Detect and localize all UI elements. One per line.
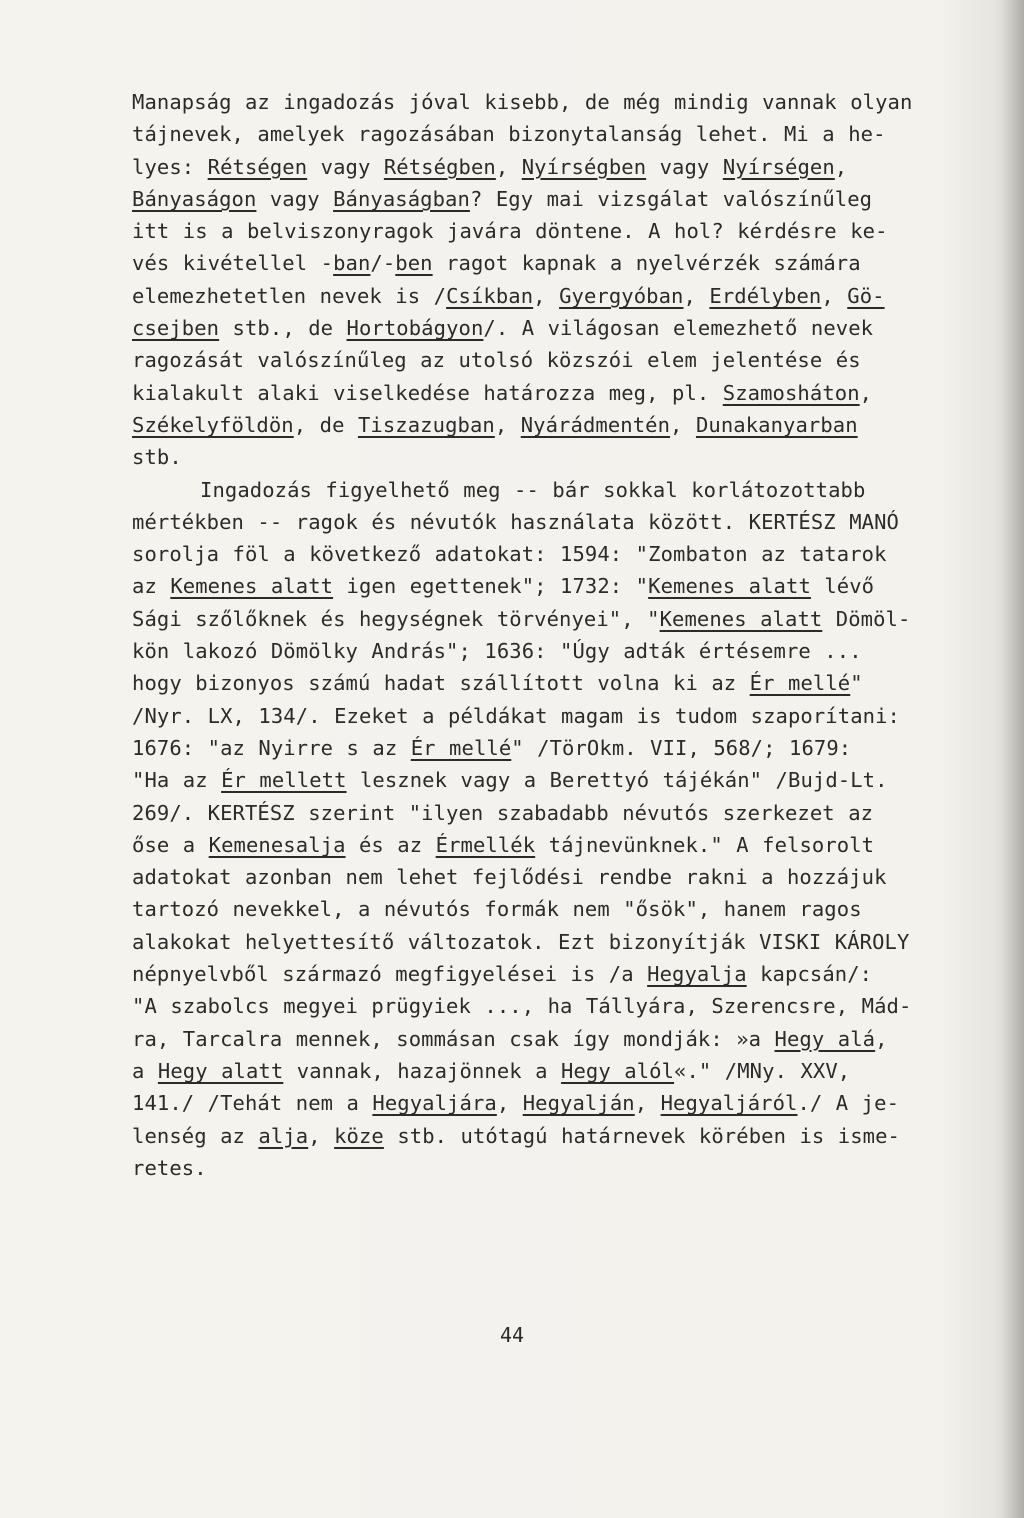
text-segment: ragot kapnak a nyelvérzék számára [432,251,861,276]
text-line [132,1023,952,1055]
text-segment: lyes: [132,154,208,179]
text-segment: stb. utótagú határnevek körében is isme- [383,1123,900,1148]
text-line [132,1152,952,1184]
text-segment: /Nyr. LX, 134/. Ezeket a példákat magam is tudom szaporítani: [132,703,900,728]
text-line [132,1055,952,1087]
text-segment: adatokat azonban nem lehet fejlődési rendbe rakni a hozzájuk [132,865,887,890]
text-line [132,732,952,764]
underlined-place-name: Hegy alatt [157,1058,284,1083]
text-line [132,990,952,1022]
text-segment: a [132,1058,158,1083]
underlined-place-name: Hegyaljára [372,1091,497,1116]
underlined-place-name: Ér mellé [410,735,512,760]
underlined-place-name: Kemenes alatt [659,606,823,631]
text-segment: " [850,671,863,696]
text-line [132,377,952,409]
text-segment: , [634,1091,661,1116]
text-line [132,474,952,506]
text-line [132,893,952,925]
text-line [132,861,952,893]
text-segment: vagy [256,186,334,211]
text-segment: sorolja föl a következő adatokat: 1594: "Zombaton az tatarok [132,542,887,567]
underlined-place-name: Rétségben [383,154,496,179]
text-segment: vannak, hazajönnek a [283,1058,562,1083]
text-segment: , [670,412,696,437]
text-segment: 269/. KERTÉSZ szerint "ilyen szabadabb névutós szerkezet az [132,800,874,825]
text-segment: és az [345,832,436,857]
text-line [132,829,952,861]
underlined-place-name: Székelyföldön [132,412,294,437]
text-segment: , [683,283,710,308]
text-segment: őse a [132,832,209,857]
text-line [132,1087,952,1119]
underlined-place-name: Kemenes alatt [648,574,811,599]
text-segment: "A szabolcs megyei prügyiek ..., ha Tállyára, Szerencsre, Mád- [132,994,912,1019]
text-line [132,506,952,538]
underlined-place-name: Hortobágyon [346,316,484,341]
text-line [132,280,952,312]
text-segment: népnyelvből származó megfigyelései is /a [132,962,648,987]
text-segment: Sági szőlőknek és hegységnek törvényei", " [132,606,660,631]
underlined-place-name: Hegy alól [561,1058,675,1083]
text-segment: retes. [132,1155,207,1180]
text-segment: , [533,283,560,308]
text-segment: , [875,1026,888,1051]
text-segment: Ingadozás figyelhető meg -- bár sokkal korlátozottabb [200,477,866,502]
text-segment: tájnevünknek." A felsorolt [535,832,875,857]
underlined-place-name: ben [395,251,433,276]
text-segment: Manapság az ingadozás jóval kisebb, de még mindig vannak olyan [132,90,913,114]
underlined-place-name: Bányaságban [333,186,470,211]
text-line [132,409,952,441]
text-segment: , de [293,412,358,437]
underlined-place-name: Hegyalja [647,962,747,987]
text-segment: , [495,154,522,179]
text-segment: igen egettenek"; 1732: " [333,574,649,599]
underlined-place-name: Hegy alá [774,1026,876,1051]
text-segment: «." /MNy. XXV, [674,1058,851,1083]
underlined-place-name: Tiszazugban [357,412,495,437]
text-line [132,700,952,732]
underlined-place-name: Bányaságon [132,186,257,211]
underlined-place-name: Csíkban [446,283,534,308]
underlined-place-name: Ér mellé [749,671,851,696]
paragraph [132,474,952,1185]
page-edge-shadow [1000,0,1024,1518]
underlined-place-name: Erdélyben [709,283,822,308]
underlined-place-name: Nyírségben [521,154,647,179]
text-line [132,797,952,829]
text-segment: lévő [810,574,875,599]
text-segment: stb., de [219,316,347,341]
text-segment: , [859,380,873,405]
text-line [132,667,952,699]
underlined-place-name: Gö- [847,283,885,308]
underlined-place-name: Kemenesalja [208,832,346,857]
text-segment: vagy [307,154,384,179]
underlined-place-name: Kemenes alatt [170,574,334,599]
text-line [132,441,952,473]
text-segment: ra, Tarcalra mennek, sommásan csak így mondják: »a [132,1026,775,1051]
text-segment: ? Egy mai vizsgálat valószínűleg [469,186,873,211]
text-segment: , [496,1091,523,1116]
underlined-place-name: Szamosháton [722,380,860,405]
text-segment: /. A világosan elemezhető nevek [483,316,874,341]
text-line [132,86,952,118]
text-segment: , [494,412,521,437]
underlined-place-name: Érmellék [435,832,536,857]
text-segment: lenség az [132,1123,259,1148]
text-segment: hogy bizonyos számú hadat szállított volna ki az [132,671,750,696]
underlined-place-name: Dunakanyarban [695,412,858,437]
text-segment: ragozását valószínűleg az utolsó közszói elem jelentése és [132,348,861,373]
text-line [132,926,952,958]
underlined-place-name: Rétségen [207,154,308,179]
text-line [132,215,952,247]
text-segment: az [132,574,171,599]
text-segment: vagy [646,154,723,179]
underlined-place-name: Hegyalján [522,1091,635,1116]
underlined-place-name: Gyergyóban [559,283,684,308]
text-line [132,538,952,570]
text-segment: /- [370,251,396,276]
page-number: 44 [499,1323,525,1347]
underlined-place-name: alja [258,1123,309,1148]
underlined-place-name: csejben [132,316,220,341]
text-segment: kapcsán/: [746,962,873,987]
underlined-place-name: Nyírségen [722,154,835,179]
text-line [132,635,952,667]
underlined-place-name: Hegyaljáról [660,1091,798,1116]
underlined-place-name: köze [334,1123,384,1148]
text-segment: alakokat helyettesítő változatok. Ezt bizonyítják VISKI KÁROLY [132,929,910,954]
body-text [132,86,952,1184]
underlined-place-name: Nyárádmentén [520,412,671,437]
text-segment: ./ A je- [797,1091,900,1116]
text-segment: vés kivétellel - [132,251,334,276]
text-segment: itt is a belviszonyragok javára döntene. A hol? kérdésre ke- [132,219,888,244]
text-line [132,118,952,150]
text-line [132,151,952,183]
text-segment: kön lakozó Dömölky András"; 1636: "Úgy adták értésemre ... [132,639,862,664]
text-line [132,344,952,376]
text-segment: tartozó nevekkel, a névutós formák nem "ősök", hanem ragos [132,897,862,922]
text-segment: , [821,283,848,308]
text-line [132,183,952,215]
text-segment: 1676: "az Nyirre s az [132,735,411,760]
text-line [132,312,952,344]
text-line [132,764,952,796]
text-segment: mértékben -- ragok és névutók használata között. KERTÉSZ MANÓ [132,509,899,534]
text-segment: lesznek vagy a Berettyó tájékán" /Bujd-Lt. [346,768,888,793]
text-line [132,958,952,990]
paragraph [132,86,952,474]
text-line [132,603,952,635]
text-segment: tájnevek, amelyek ragozásában bizonytalanság lehet. Mi a he- [132,122,886,147]
text-segment: , [308,1123,335,1148]
underlined-place-name: ban [333,251,371,276]
text-segment: elemezhetetlen nevek is / [132,283,447,308]
text-segment: " /TörOkm. VII, 568/; 1679: [511,735,852,760]
text-segment: Dömöl- [822,606,911,631]
underlined-place-name: Ér mellett [221,768,347,793]
text-line [132,570,952,602]
text-line [132,247,952,279]
text-segment: "Ha az [132,768,222,793]
text-segment: stb. [132,445,182,470]
text-segment: 141./ /Tehát nem a [132,1091,373,1116]
text-segment: , [834,154,848,179]
text-line [132,1120,952,1152]
text-segment: kialakult alaki viselkedése határozza meg, pl. [132,380,723,405]
